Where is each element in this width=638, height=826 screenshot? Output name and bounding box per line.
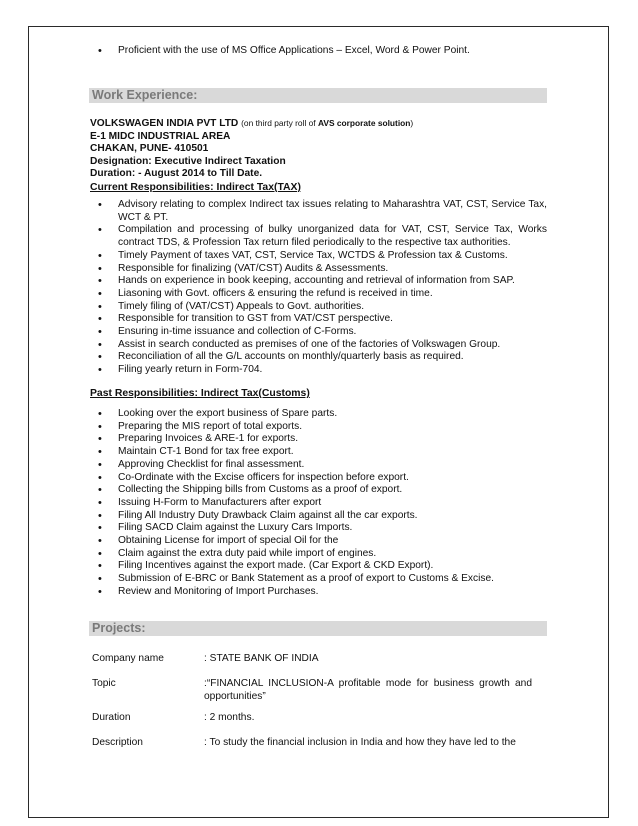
list-item: • Filing Incentives against the export made. (Car Export & CKD Export).: [92, 560, 547, 573]
list-item: • Co-Ordinate with the Excise officers for inspection before export.: [92, 472, 547, 485]
address-line-2: CHAKAN, PUNE- 410501: [90, 143, 209, 155]
list-item: • Maintain CT-1 Bond for tax free export.: [92, 446, 547, 459]
company-note-bold: AVS corporate solution: [317, 118, 411, 128]
list-item: • Submission of E-BRC or Bank Statement as a proof of export to Customs & Excise.: [92, 573, 547, 586]
list-item: • Responsible for transition to GST from VAT/CST perspective.: [92, 313, 547, 326]
list-item: • Issuing H-Form to Manufacturers after export: [92, 497, 547, 510]
current-responsibilities-heading: Current Responsibilities: Indirect Tax(TAX): [90, 182, 301, 193]
past-responsibilities-list: [92, 408, 547, 599]
project-label: Company name: [92, 653, 164, 664]
company-name: VOLKSWAGEN INDIA PVT LTD: [90, 118, 239, 129]
project-value: :“FINANCIAL INCLUSION-A profitable mode for business growth and opportunities”: [204, 678, 532, 702]
project-value: : 2 months.: [204, 712, 255, 723]
list-item: • Responsible for finalizing (VAT/CST) Audits & Assessments.: [92, 263, 547, 276]
address-line-1: E-1 MIDC INDUSTRIAL AREA: [90, 130, 231, 142]
company-line: [90, 117, 413, 131]
list-item: • Review and Monitoring of Import Purchases.: [92, 586, 547, 599]
list-item: • Reconciliation of all the G/L accounts on monthly/quarterly basis as required.: [92, 351, 547, 364]
projects-heading: Projects:: [89, 621, 547, 636]
company-note-suffix: ): [410, 118, 414, 128]
past-responsibilities-heading: Past Responsibilities: Indirect Tax(Customs): [90, 388, 310, 399]
duration: Duration: - August 2014 to Till Date.: [90, 168, 263, 180]
designation: Designation: Executive Indirect Taxation: [90, 155, 286, 167]
list-item: • Hands on experience in book keeping, accounting and retrieval of information from SAP.: [92, 275, 547, 288]
list-item: • Looking over the export business of Spare parts.: [92, 408, 547, 421]
list-item: • Filing yearly return in Form-704.: [92, 364, 547, 377]
list-item: • Timely Payment of taxes VAT, CST, Service Tax, WCTDS & Profession tax & Customs.: [92, 250, 547, 263]
project-label: Description: [92, 737, 143, 748]
list-item: • Preparing the MIS report of total exports.: [92, 421, 547, 434]
list-item: • Advisory relating to complex Indirect tax issues relating to Maharashtra VAT, CST, Service Tax, WCT & PT.: [92, 199, 547, 224]
project-label: Topic: [92, 678, 116, 689]
list-item: • Preparing Invoices & ARE-1 for exports.: [92, 433, 547, 446]
skills-list: [92, 45, 547, 58]
current-responsibilities-list: [92, 199, 547, 377]
list-item: • Timely filing of (VAT/CST) Appeals to Govt. authorities.: [92, 301, 547, 314]
list-item: • Liasoning with Govt. officers & ensuring the refund is received in time.: [92, 288, 547, 301]
company-note-prefix: (on third party roll of: [241, 118, 318, 128]
project-value: : STATE BANK OF INDIA: [204, 653, 319, 664]
list-item: • Obtaining License for import of special Oil for the: [92, 535, 547, 548]
project-value: : To study the financial inclusion in India and how they have led to the: [204, 737, 516, 748]
list-item: • Filing All Industry Duty Drawback Claim against all the car exports.: [92, 510, 547, 523]
list-item: • Filing SACD Claim against the Luxury Cars Imports.: [92, 522, 547, 535]
company-block: [90, 117, 413, 181]
list-item: • Approving Checklist for final assessment.: [92, 459, 547, 472]
list-item: • Claim against the extra duty paid while import of engines.: [92, 548, 547, 561]
work-experience-heading: Work Experience:: [89, 88, 547, 103]
company-note: [241, 118, 413, 128]
list-item: • Assist in search conducted as premises of one of the factories of Volkswagen Group.: [92, 339, 547, 352]
list-item: • Collecting the Shipping bills from Customs as a proof of export.: [92, 484, 547, 497]
list-item: • Compilation and processing of bulky unorganized data for VAT, CST, Service Tax, Works contract TDS, & Profession Tax return filed periodically to the respective tax authorities.: [92, 224, 547, 249]
project-label: Duration: [92, 712, 131, 723]
list-item: • Ensuring in-time issuance and collection of C-Forms.: [92, 326, 547, 339]
list-item: • Proficient with the use of MS Office Applications – Excel, Word & Power Point.: [92, 45, 547, 58]
